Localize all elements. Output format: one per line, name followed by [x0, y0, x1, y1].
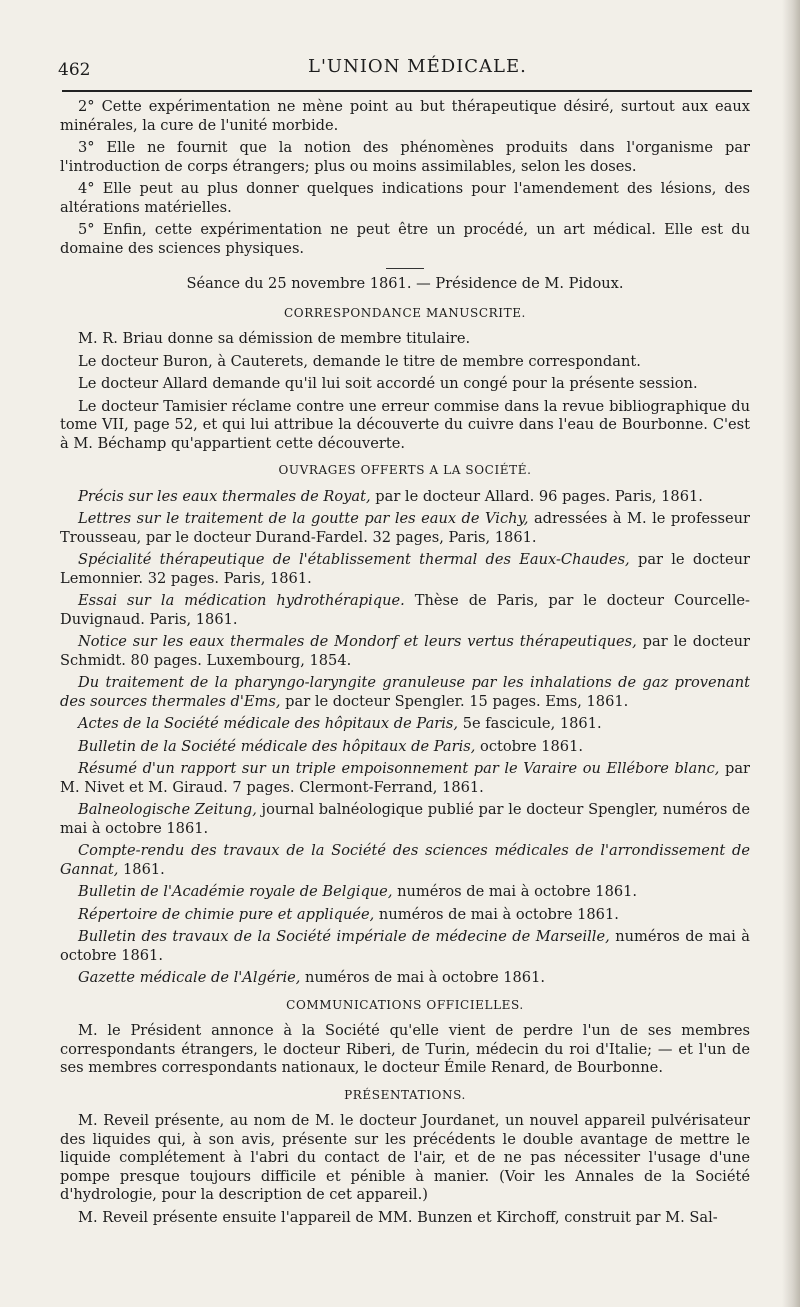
correspondance-paragraph: Le docteur Tamisier réclame contre une erreur commise dans la revue bibliographique du tome VII, page 52, et qui lui attribue la découverte du cuivre dans l'eau de Bourbonne. C'est à M. Béchamp qu'appartient cette découverte.	[60, 397, 750, 452]
ouvrage-details: par le docteur Lemonnier. 32 pages. Paris, 1861.	[60, 551, 751, 587]
ouvrage-title: Notice sur les eaux thermales de Mondorf et leurs vertus thérapeutiques,	[78, 633, 637, 650]
ouvrage-item	[60, 928, 750, 965]
ouvrage-title: Gazette médicale de l'Algérie,	[78, 969, 301, 986]
ouvrage-item	[60, 510, 750, 547]
page-header	[58, 56, 744, 86]
ouvrage-item	[60, 738, 750, 757]
ouvrage-details: par le docteur Allard. 96 pages. Paris, 1861.	[370, 487, 703, 505]
ouvrage-title: Bulletin de l'Académie royale de Belgique,	[78, 883, 393, 900]
ouvrage-item	[60, 715, 750, 734]
section-heading-presentations: PRÉSENTATIONS.	[344, 1087, 466, 1102]
ouvrage-details: numéros de mai à octobre 1861.	[300, 969, 545, 986]
body-text	[60, 98, 750, 1231]
ouvrage-title: Lettres sur le traitement de la goutte par les eaux de Vichy,	[78, 510, 529, 527]
intro-paragraph: 3° Elle ne fournit que la notion des phénomènes produits dans l'organisme par l'introduction de corps étrangers; plus ou moins assimilables, selon les doses.	[60, 139, 750, 175]
ouvrage-item	[60, 760, 750, 797]
ouvrage-details: adressées à M. le professeur Trousseau, par le docteur Durand-Fardel. 32 pages, Paris, 1861.	[60, 510, 750, 546]
ouvrage-details: journal balnéologique publié par le docteur Spengler, numéros de mai à octobre 1861.	[60, 801, 750, 837]
ouvrage-title: Spécialité thérapeutique de l'établissement thermal des Eaux-Chaudes,	[78, 551, 630, 568]
ouvrage-details: numéros de mai à octobre 1861.	[392, 883, 638, 900]
ouvrage-details: par le docteur Spengler. 15 pages. Ems, 1861.	[280, 692, 629, 710]
correspondance-paragraph: Le docteur Allard demande qu'il lui soit accordé un congé pour la présente session.	[78, 375, 698, 392]
ouvrage-title: Balneologische Zeitung,	[78, 801, 257, 818]
intro-paragraph: 4° Elle peut au plus donner quelques indications pour l'amendement des lésions, des altérations matérielles.	[60, 180, 750, 216]
ouvrages-list	[60, 488, 750, 988]
ouvrage-item	[60, 551, 750, 588]
ouvrage-title: Essai sur la médication hydrothérapique.	[78, 592, 405, 609]
ouvrage-details: Thèse de Paris, par le docteur Courcelle-Duvignaud. Paris, 1861.	[60, 592, 750, 628]
ouvrage-item	[60, 842, 750, 879]
separator	[386, 268, 424, 269]
ouvrage-title: Du traitement de la pharyngo-laryngite granuleuse par les inhalations de gaz provenant des sources thermales d'Ems,	[60, 674, 750, 710]
ouvrage-item	[60, 801, 750, 838]
ouvrage-item	[60, 969, 750, 988]
ouvrage-item	[60, 674, 750, 711]
header-rule	[62, 90, 752, 92]
ouvrage-item	[60, 906, 750, 925]
ouvrage-item	[60, 633, 750, 670]
communications-paragraph: M. le Président annonce à la Société qu'elle vient de perdre l'un de ses membres correspondants étrangers, le docteur Riberi, de Turin, médecin du roi d'Italie; — et l'un de ses membres correspondants nationaux, le docteur Émile Renard, de Bourbonne.	[60, 1022, 750, 1076]
intro-paragraph: 2° Cette expérimentation ne mène point au but thérapeutique désiré, surtout aux eaux minérales, la cure de l'unité morbide.	[60, 98, 750, 134]
ouvrage-title: Compte-rendu des travaux de la Société des sciences médicales de l'arrondissement de Gannat,	[60, 842, 750, 878]
ouvrage-title: Bulletin des travaux de la Société impériale de médecine de Marseille,	[78, 928, 610, 945]
ouvrage-title: Précis sur les eaux thermales de Royat,	[78, 487, 371, 505]
ouvrage-details: par M. Nivet et M. Giraud. 7 pages. Clermont-Ferrand, 1861.	[60, 760, 750, 796]
ouvrage-details: par le docteur Schmidt. 80 pages. Luxembourg, 1854.	[60, 633, 750, 669]
ouvrage-details: numéros de mai à octobre 1861.	[374, 905, 619, 923]
ouvrage-item	[60, 883, 750, 902]
ouvrage-details: 1861.	[118, 860, 165, 878]
ouvrage-details: numéros de mai à octobre 1861.	[60, 928, 750, 964]
ouvrage-details: octobre 1861.	[475, 737, 584, 755]
section-heading-correspondance: CORRESPONDANCE MANUSCRITE.	[284, 305, 526, 320]
correspondance-paragraph: M. R. Briau donne sa démission de membre titulaire.	[78, 330, 471, 347]
presentations-paragraph: M. Reveil présente, au nom de M. le docteur Jourdanet, un nouvel appareil pulvérisateur des liquides qui, à son avis, présente sur les précédents le double avantage de mettre le liquide complétement à l'abri du contact de l'air, et de ne pas nécessiter l'usage d'une pompe presque toujours difficile et pénible à manier. (Voir les Annales de la Société d'hydrologie, pour la description de cet appareil.)	[60, 1112, 750, 1203]
ouvrage-details: 5e fascicule, 1861.	[458, 715, 602, 732]
correspondance-paragraph: Le docteur Buron, à Cauterets, demande le titre de membre correspondant.	[78, 352, 641, 370]
intro-paragraph: 5° Enfin, cette expérimentation ne peut être un procédé, un art médical. Elle est du domaine des sciences physiques.	[60, 221, 750, 257]
ouvrage-title: Actes de la Société médicale des hôpitaux de Paris,	[78, 715, 459, 732]
page-edge-shadow	[782, 0, 800, 1307]
ouvrage-item	[60, 488, 750, 507]
page-number: 462	[58, 60, 91, 80]
running-title: L'UNION MÉDICALE.	[308, 56, 527, 77]
seance-heading: Séance du 25 novembre 1861. — Présidence de M. Pidoux.	[186, 275, 624, 292]
section-heading-communications: COMMUNICATIONS OFFICIELLES.	[286, 997, 524, 1012]
ouvrage-title: Bulletin de la Société médicale des hôpitaux de Paris,	[78, 737, 476, 755]
ouvrage-title: Répertoire de chimie pure et appliquée,	[78, 905, 375, 923]
presentations-paragraph: M. Reveil présente ensuite l'appareil de MM. Bunzen et Kirchoff, construit par M. Sal-	[78, 1208, 718, 1226]
ouvrage-title: Résumé d'un rapport sur un triple empoisonnement par le Varaire ou Ellébore blanc,	[78, 760, 720, 777]
section-heading-ouvrages: OUVRAGES OFFERTS A LA SOCIÉTÉ.	[278, 463, 532, 477]
ouvrage-item	[60, 592, 750, 629]
